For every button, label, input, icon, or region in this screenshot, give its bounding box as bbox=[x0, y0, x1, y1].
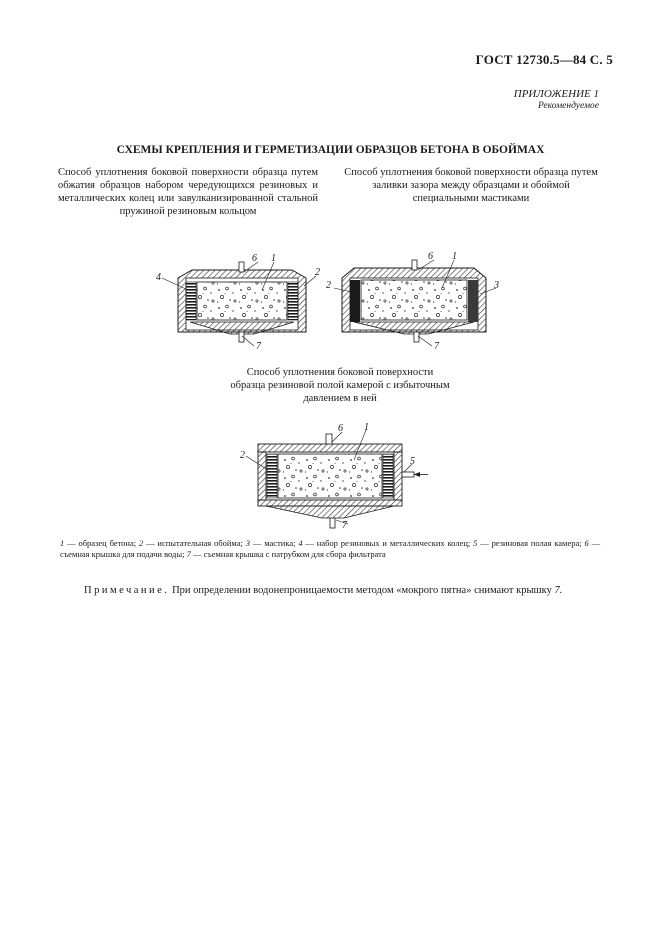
appendix-block bbox=[514, 88, 599, 112]
legend-item-6: 6 — съемная крышка для подачи воды; bbox=[60, 538, 601, 559]
fig3-label-6: 6 bbox=[338, 423, 343, 434]
fig3-label-1: 1 bbox=[364, 422, 369, 433]
legend-item-2: 2 — испытательная обойма; bbox=[138, 538, 243, 548]
fig1-label-4: 4 bbox=[156, 272, 161, 283]
fig2-label-2: 2 bbox=[326, 280, 331, 291]
fig3-label-7: 7 bbox=[342, 520, 347, 531]
method-middle-caption: Способ уплотнения боковой поверхности образца резиновой полой камерой с избыточным давлением в ней bbox=[230, 367, 450, 404]
legend-item-4: 4 — набор резиновых и металлических колец; bbox=[298, 538, 471, 548]
appendix-title: ПРИЛОЖЕНИЕ 1 bbox=[513, 88, 599, 100]
figure-legend bbox=[60, 538, 600, 560]
page-title: СХЕМЫ КРЕПЛЕНИЯ И ГЕРМЕТИЗАЦИИ ОБРАЗЦОВ БЕТОНА В ОБОЙМАХ bbox=[116, 144, 545, 156]
fig1-label-6: 6 bbox=[252, 253, 257, 264]
fig2-label-6: 6 bbox=[428, 251, 433, 262]
fig3-label-5: 5 bbox=[410, 456, 415, 467]
appendix-subtitle: Рекомендуемое bbox=[537, 101, 599, 111]
legend-item-5: 5 — резиновая полая камера; bbox=[473, 538, 582, 548]
note-text: При определении водонепроницаемости методом «мокрого пятна» снимают крышку bbox=[172, 585, 552, 596]
figure-rings-seal bbox=[150, 250, 330, 350]
fig2-label-1: 1 bbox=[452, 251, 457, 262]
fig3-label-2: 2 bbox=[240, 450, 245, 461]
document-header: ГОСТ 12730.5—84 С. 5 bbox=[475, 52, 613, 67]
note-ref: 7. bbox=[554, 585, 563, 596]
fig1-label-7: 7 bbox=[256, 341, 261, 352]
legend-item-7: 7 — съемная крышка с патрубком для сбора фильтрата bbox=[186, 549, 386, 559]
legend-item-3: 3 — мастика; bbox=[245, 538, 296, 548]
fig2-label-7: 7 bbox=[434, 341, 439, 352]
figure-chamber-seal bbox=[238, 420, 438, 530]
fig1-label-2: 2 bbox=[315, 267, 320, 278]
legend-item-1: 1 — образец бетона; bbox=[60, 538, 137, 548]
note-paragraph bbox=[60, 584, 620, 597]
note-label: Примечание. bbox=[84, 585, 170, 596]
method-left-caption: Способ уплотнения боковой поверхности образца путем обжатия образцов набором чередующихся резиновых и металлических колец или завулканизированной стальной пружиной резиновым кольцом bbox=[58, 167, 318, 217]
fig2-label-3: 3 bbox=[494, 280, 499, 291]
figure-mastic-seal bbox=[322, 250, 502, 350]
method-right-caption: Способ уплотнения боковой поверхности образца путем заливки зазора между образцами и обоймой специальными мастиками bbox=[344, 167, 598, 204]
fig1-label-1: 1 bbox=[271, 253, 276, 264]
